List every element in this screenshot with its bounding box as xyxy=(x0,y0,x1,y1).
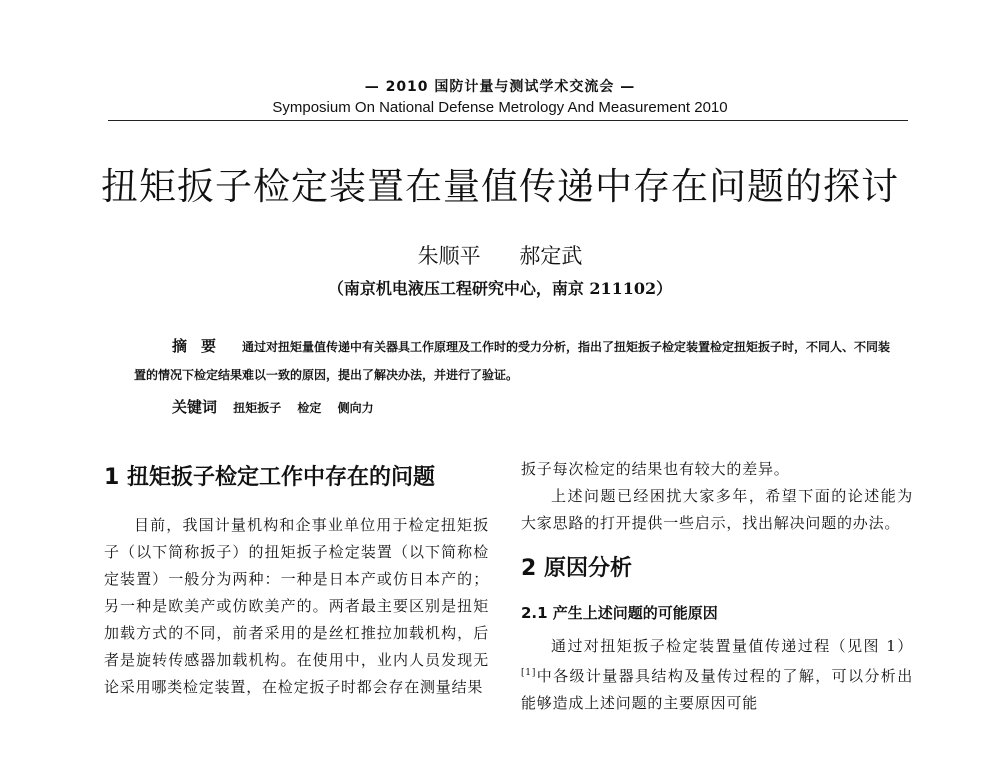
body-paragraph: 目前，我国计量机构和企事业单位用于检定扭矩扳子（以下简称扳子）的扭矩扳子检定装置（以下简称检定装置）一般分为两种：一种是日本产或仿日本产的；另一种是欧美产或仿欧美产的。两者最主要区别是扭矩加载方式的不同，前者采用的是丝杠推拉加载机构，后者是旋转传感器加载机构。在使用中，业内人员发现无论采用哪类检定装置，在检定扳子时都会存在测量结果 xyxy=(104,516,489,696)
keyword: 检定 xyxy=(297,401,322,415)
affiliation: （南京机电液压工程研究中心，南京 211102） xyxy=(327,279,673,298)
body-paragraph xyxy=(521,633,913,717)
author-name: 朱顺平 xyxy=(417,244,481,268)
paragraph-text: 通过对扭矩扳子检定装置量值传递过程（见图 1） xyxy=(551,637,913,655)
conference-header-cn: — 2010 国防计量与测试学术交流会 — xyxy=(364,79,636,95)
subsection-heading: 2.1 产生上述问题的可能原因 xyxy=(521,604,718,622)
author-name: 郝定武 xyxy=(519,244,583,268)
header-divider xyxy=(108,120,908,121)
conference-header-en: Symposium On National Defense Metrology And Measurement 2010 xyxy=(272,99,728,116)
keyword: 侧向力 xyxy=(337,401,374,415)
keywords xyxy=(134,396,894,417)
keyword: 扭矩扳子 xyxy=(233,401,282,415)
abstract xyxy=(134,332,894,389)
paper-title: 扭矩扳子检定装置在量值传递中存在问题的探讨 xyxy=(101,165,899,208)
author-list xyxy=(0,240,1000,270)
paragraph-text: 中各级计量器具结构及量传过程的了解，可以分析出能够造成上述问题的主要原因可能 xyxy=(521,667,913,712)
body-paragraph: 扳子每次检定的结果也有较大的差异。 xyxy=(521,460,790,478)
abstract-label: 摘要 xyxy=(172,337,231,355)
citation-ref[interactable]: [1] xyxy=(521,668,537,678)
keywords-label: 关键词 xyxy=(172,398,218,416)
left-column xyxy=(104,462,489,701)
body-paragraph: 上述问题已经困扰大家多年，希望下面的论述能为大家思路的打开提供一些启示，找出解决问题的办法。 xyxy=(521,487,913,532)
section-heading: 2 原因分析 xyxy=(521,556,632,581)
right-column xyxy=(521,456,913,717)
abstract-text: 通过对扭矩量值传递中有关器具工作原理及工作时的受力分析，指出了扭矩扳子检定装置检定扭矩扳子时，不同人、不同装置的情况下检定结果难以一致的原因，提出了解决办法，并进行了验证。 xyxy=(134,340,891,382)
section-heading: 1 扭矩扳子检定工作中存在的问题 xyxy=(104,465,435,490)
